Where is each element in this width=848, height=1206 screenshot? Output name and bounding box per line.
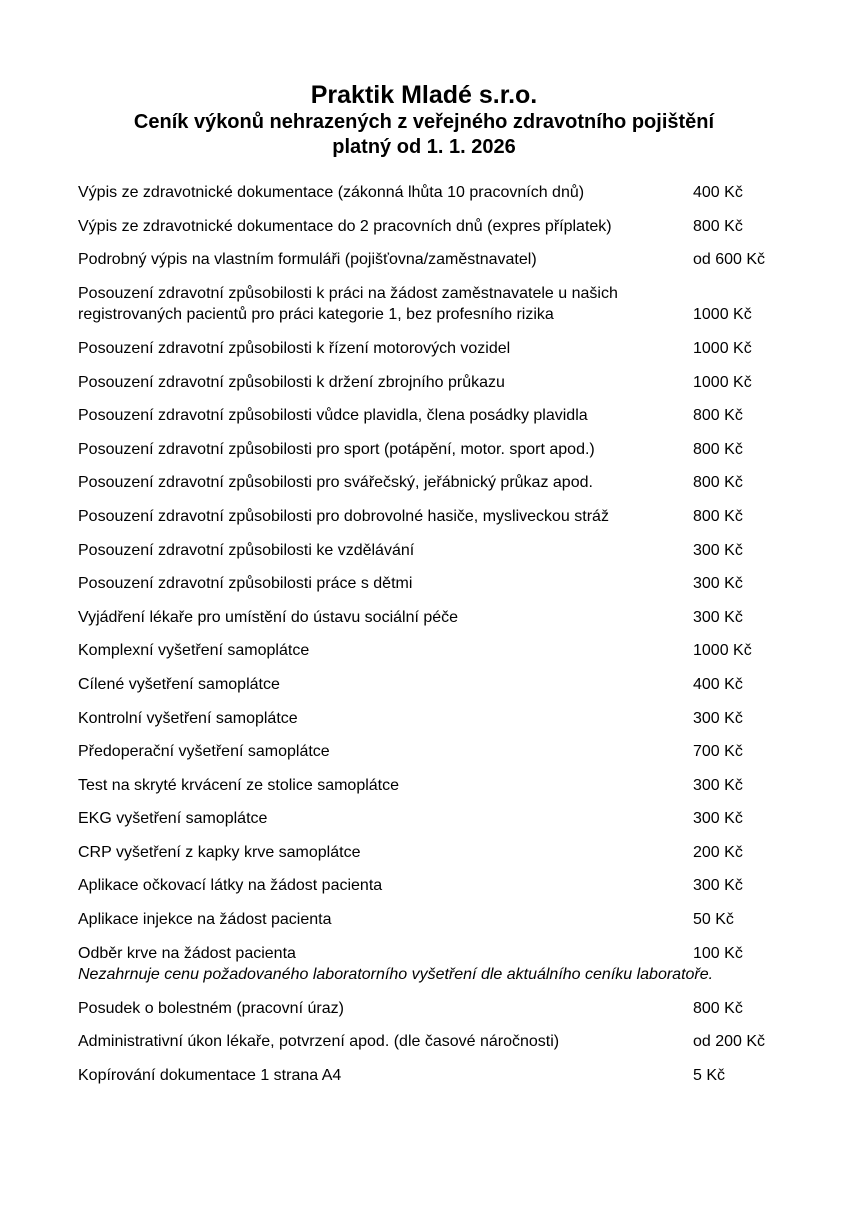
service-price: 800 Kč [693,507,743,525]
service-label: Kopírování dokumentace 1 strana A4 [78,1067,342,1085]
price-list-row [78,640,848,662]
price-list-row [78,249,848,271]
price-list-item [78,540,848,562]
service-label: Cílené vyšetření samoplátce [78,675,280,693]
price-list-item [78,674,848,696]
price-list-item [78,741,848,763]
service-price: 300 Kč [693,776,743,794]
service-price: 300 Kč [693,810,743,828]
price-list-row [78,1031,848,1053]
service-label: CRP vyšetření z kapky krve samoplátce [78,843,361,861]
price-list-item [78,372,848,394]
price-list-item [78,182,848,204]
service-price: od 600 Kč [693,251,766,269]
service-label: Posouzení zdravotní způsobilosti k řízení motorových vozidel [78,339,511,357]
service-label: Posouzení zdravotní způsobilosti k práci na žádost zaměstnavatele u našich registrovaných pacientů pro práci kategorie 1, bez profesního rizika [78,284,618,324]
service-price: 50 Kč [693,911,734,929]
service-price: 300 Kč [693,709,743,727]
service-price: 400 Kč [693,184,743,201]
document-header [0,80,848,160]
service-price: 800 Kč [693,474,743,492]
price-list-row [78,540,848,562]
service-price: 800 Kč [693,999,743,1017]
service-label: Kontrolní vyšetření samoplátce [78,709,298,727]
service-price: 1000 Kč [693,339,752,357]
price-list-row [78,674,848,696]
price-list-item [78,283,848,326]
service-label: Komplexní vyšetření samoplátce [78,642,310,660]
service-label: Posouzení zdravotní způsobilosti vůdce plavidla, člena posádky plavidla [78,407,588,425]
price-list-item [78,573,848,595]
price-list-item [78,875,848,897]
service-price: 200 Kč [693,843,743,861]
price-list-item [78,909,848,931]
price-list-item [78,216,848,238]
price-list-item [78,338,848,360]
service-label: Test na skryté krvácení ze stolice samoplátce [78,776,400,794]
service-price: 300 Kč [693,575,743,593]
service-label: Posouzení zdravotní způsobilosti práce s dětmi [78,575,413,593]
price-list-row [78,607,848,629]
price-list-row [78,808,848,830]
service-price: 800 Kč [693,440,743,458]
service-label: Předoperační vyšetření samoplátce [78,743,330,761]
document-title: Ceník výkonů nehrazených z veřejného zdravotního pojištění [133,111,715,133]
price-list-row [78,842,848,864]
price-list-item [78,842,848,864]
price-list-item [78,439,848,461]
service-label: Posouzení zdravotní způsobilosti ke vzdělávání [78,541,415,559]
price-list-row [78,506,848,528]
service-label: Odběr krve na žádost pacienta [78,944,296,962]
price-list-item [78,405,848,427]
service-price: 800 Kč [693,407,743,425]
service-price: 800 Kč [693,217,743,235]
service-price: 300 Kč [693,877,743,895]
service-label: Administrativní úkon lékaře, potvrzení apod. (dle časové náročnosti) [78,1033,560,1051]
price-list-row [78,573,848,595]
service-price: 1000 Kč [693,373,752,391]
validity-date: platný od 1. 1. 2026 [332,136,516,158]
service-label: Podrobný výpis na vlastním formuláři (pojišťovna/zaměstnavatel) [78,251,537,269]
service-price: 300 Kč [693,608,743,626]
price-list [78,182,848,1087]
service-label: Posudek o bolestném (pracovní úraz) [78,999,344,1017]
price-list-row [78,909,848,931]
service-label: Posouzení zdravotní způsobilosti pro dobrovolné hasiče, mysliveckou stráž [78,507,609,525]
service-price: 5 Kč [693,1067,726,1085]
service-price: 1000 Kč [693,642,752,660]
price-list-row [78,472,848,494]
price-list-row [78,741,848,763]
price-list-item [78,943,848,986]
service-price: od 200 Kč [693,1033,766,1051]
price-list-item [78,775,848,797]
price-list-row [78,283,848,326]
price-list-item [78,708,848,730]
service-label: Výpis ze zdravotnické dokumentace (zákonná lhůta 10 pracovních dnů) [78,184,585,201]
price-list-item [78,640,848,662]
price-list-item [78,472,848,494]
price-list-row [78,998,848,1020]
price-list-row [78,1065,848,1087]
price-list-item [78,998,848,1020]
price-list-row [78,338,848,360]
price-list-item [78,249,848,271]
service-price: 700 Kč [693,743,743,761]
price-list-row [78,439,848,461]
service-label: Posouzení zdravotní způsobilosti pro svářečský, jeřábnický průkaz apod. [78,474,593,492]
service-label: Posouzení zdravotní způsobilosti k držení zbrojního průkazu [78,373,505,391]
price-list-item [78,1065,848,1087]
price-list-row [78,875,848,897]
company-name: Praktik Mladé s.r.o. [310,81,538,109]
price-list-row [78,372,848,394]
price-list-item [78,1031,848,1053]
price-list-item [78,506,848,528]
price-list-item [78,808,848,830]
price-list-row [78,216,848,238]
price-list-row [78,943,848,965]
price-list-row [78,182,848,204]
price-list-item [78,607,848,629]
service-price: 300 Kč [693,541,743,559]
service-price: 100 Kč [693,944,743,962]
price-list-row [78,708,848,730]
service-label: Výpis ze zdravotnické dokumentace do 2 pracovních dnů (expres příplatek) [78,217,612,235]
service-label: Aplikace očkovací látky na žádost pacienta [78,877,383,895]
service-price: 400 Kč [693,675,743,693]
service-label: Aplikace injekce na žádost pacienta [78,911,332,929]
service-note: Nezahrnuje cenu požadovaného laboratorního vyšetření dle aktuálního ceníku laboratoře. [78,966,714,984]
price-list-row [78,405,848,427]
service-label: EKG vyšetření samoplátce [78,810,268,828]
service-label: Posouzení zdravotní způsobilosti pro sport (potápění, motor. sport apod.) [78,440,595,458]
service-label: Vyjádření lékaře pro umístění do ústavu sociální péče [78,608,459,626]
price-list-row [78,775,848,797]
service-price: 1000 Kč [693,306,752,324]
